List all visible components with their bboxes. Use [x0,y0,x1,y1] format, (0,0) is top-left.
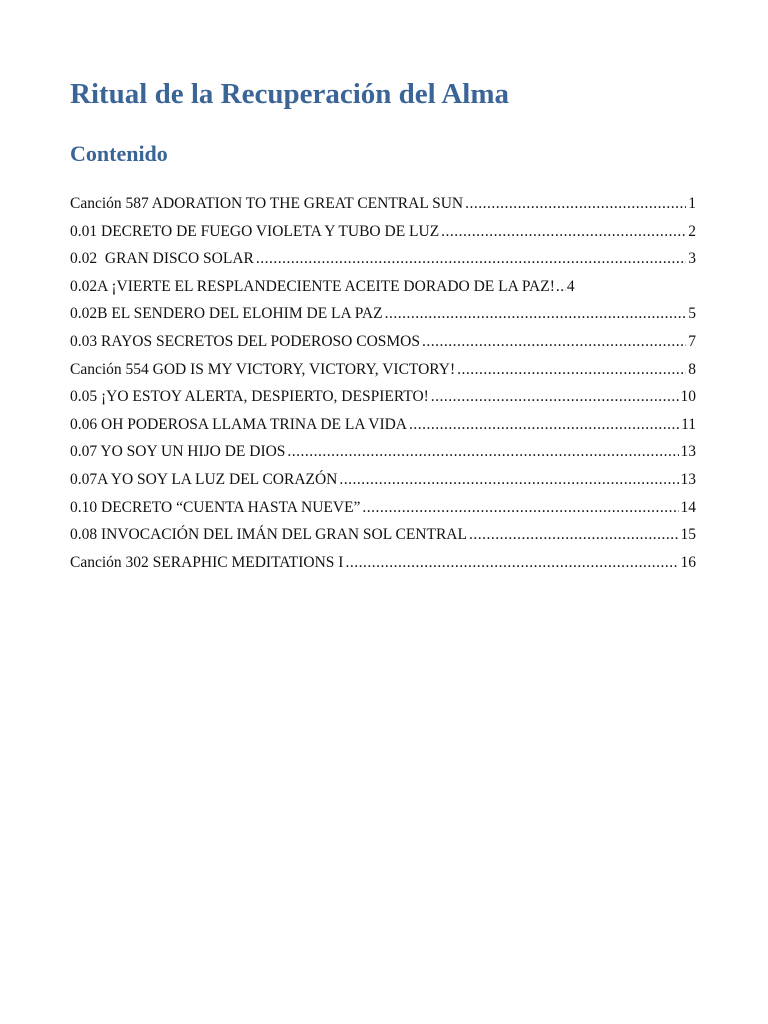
toc-entry-page-number: 5 [688,305,696,323]
toc-entry[interactable] [70,466,696,494]
toc-entry-title: 0.02B EL SENDERO DEL ELOHIM DE LA PAZ [70,305,383,323]
toc-entry-page-number: 15 [680,526,696,544]
toc-entry-title: Canción 554 GOD IS MY VICTORY, VICTORY, VICTORY! [70,360,456,378]
toc-entry[interactable] [70,521,696,549]
toc-entry-page-number: 11 [681,415,696,433]
toc-entry-title: 0.02A ¡VIERTE EL RESPLANDECIENTE ACEITE DORADO DE LA PAZ! [70,277,555,295]
toc-dot-leader [422,328,686,356]
table-of-contents [70,190,696,576]
toc-entry-title: 0.10 DECRETO “CUENTA HASTA NUEVE” [70,498,361,516]
toc-entry[interactable] [70,438,696,466]
toc-entry[interactable] [70,494,696,522]
toc-entry[interactable] [70,356,696,384]
toc-entry[interactable] [70,383,696,411]
toc-entry-page-number: 13 [680,443,696,461]
toc-entry[interactable] [70,218,696,246]
toc-entry-page-number: 7 [688,332,696,350]
toc-dot-leader [385,300,687,328]
toc-entry-title: 0.08 INVOCACIÓN DEL IMÁN DEL GRAN SOL CENTRAL [70,526,467,544]
toc-dot-leader [362,494,678,522]
toc-entry[interactable] [70,411,696,439]
toc-entry-page-number: 14 [680,498,696,516]
toc-entry-title: 0.05 ¡YO ESTOY ALERTA, DESPIERTO, DESPIERTO! [70,388,429,406]
toc-dot-leader [431,383,679,411]
toc-entry-page-number: 1 [688,195,696,212]
toc-entry[interactable] [70,245,696,273]
toc-entry[interactable] [70,300,696,328]
toc-dot-leader [345,549,678,577]
toc-entry-title: 0.02 GRAN DISCO SOLAR [70,250,254,268]
toc-heading: Contenido [70,141,168,166]
toc-dot-leader [457,356,686,384]
toc-dot-leader [256,245,686,273]
toc-entry-page-number: 4 [566,277,575,295]
toc-entry-page-number: 2 [688,222,696,240]
toc-entry[interactable] [70,328,696,356]
toc-entry[interactable] [70,549,696,577]
toc-dot-leader [441,218,686,246]
toc-entry-page-number: 8 [688,360,696,378]
toc-entry-page-number: 3 [688,250,696,268]
toc-entry-title: 0.03 RAYOS SECRETOS DEL PODEROSO COSMOS [70,332,420,350]
toc-entry-title: Canción 587 ADORATION TO THE GREAT CENTRAL SUN [70,195,464,212]
toc-dot-leader [469,521,679,549]
toc-dot-leader [287,438,678,466]
toc-entry-page-number: 10 [680,388,696,406]
toc-entry-page-number: 16 [680,553,696,571]
toc-dot-leader [556,273,566,301]
toc-dot-leader [339,466,678,494]
toc-dot-leader [409,411,679,439]
toc-dot-leader [465,190,686,218]
toc-entry[interactable] [70,190,696,218]
toc-entry-page-number: 13 [680,470,696,488]
toc-entry[interactable] [70,273,696,301]
toc-entry-title: 0.07 YO SOY UN HIJO DE DIOS [70,443,286,461]
toc-entry-title: 0.01 DECRETO DE FUEGO VIOLETA Y TUBO DE LUZ [70,222,440,240]
toc-entry-title: 0.06 OH PODEROSA LLAMA TRINA DE LA VIDA [70,415,408,433]
toc-entry-title: Canción 302 SERAPHIC MEDITATIONS I [70,553,344,571]
document-title: Ritual de la Recuperación del Alma [70,78,510,110]
toc-entry-title: 0.07A YO SOY LA LUZ DEL CORAZÓN [70,470,338,488]
